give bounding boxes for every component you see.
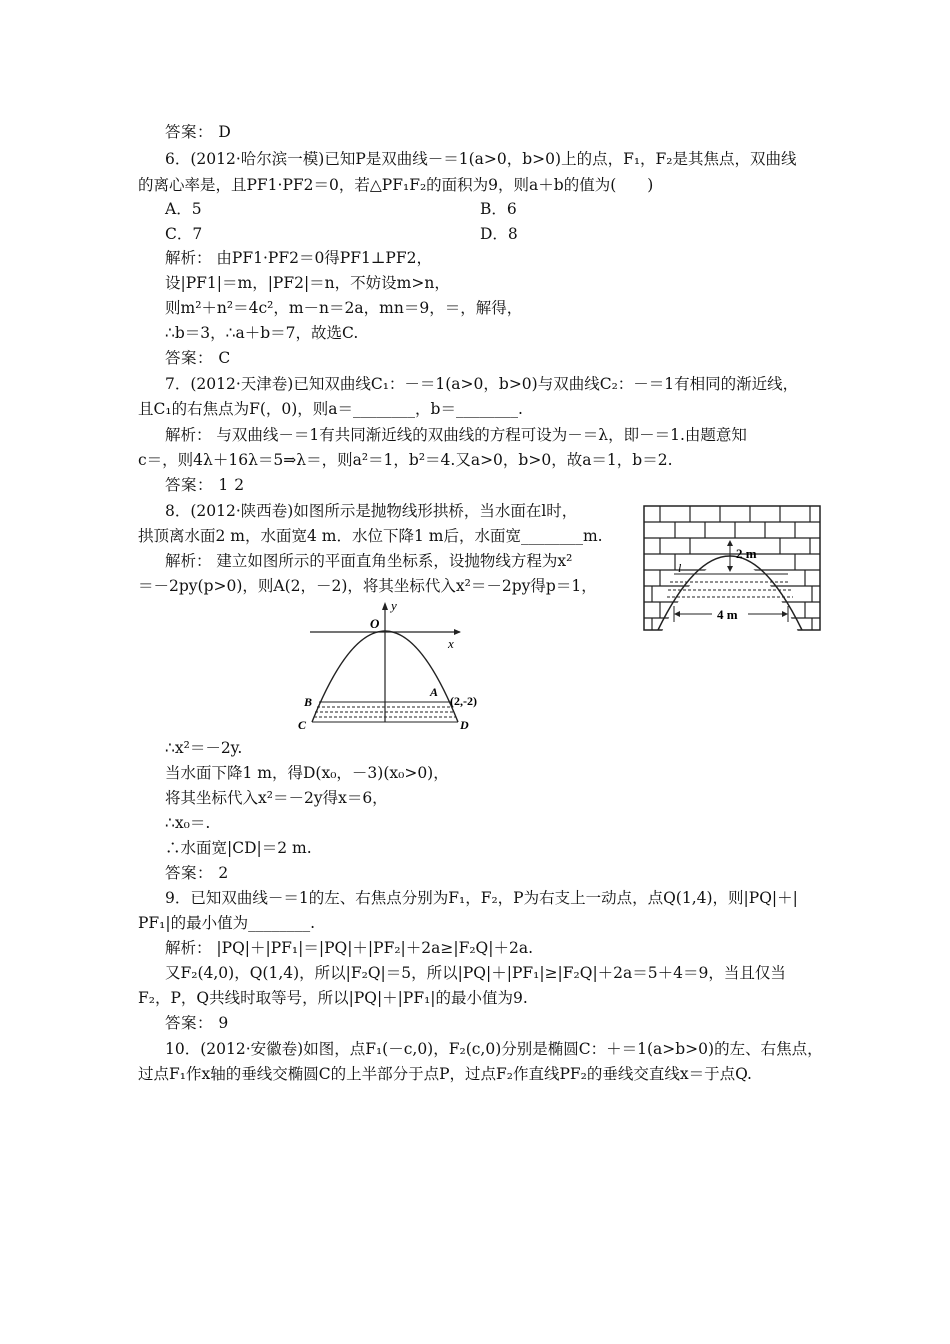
q6-solution-line-4: ∴b＝3，∴a＋b＝7，故选C. (165, 324, 359, 342)
q9-solution-line-3: F₂，P，Q共线时取等号，所以|PQ|＋|PF₁|的最小值为9. (138, 989, 528, 1007)
q6-option-b: B．6 (480, 200, 517, 218)
question-9-line-1: 9．已知双曲线－＝1的左、右焦点分别为F₁，F₂，P为右支上一动点，点Q(1,4)，则|PQ|＋| (165, 889, 798, 907)
answer-5: 答案： D (165, 123, 232, 141)
point-a-coord-label: (2,-2) (450, 694, 477, 708)
q8-solution-line-5: 将其坐标代入x²＝－2y得x＝6， (165, 789, 388, 807)
q9-solution-line-2: 又F₂(4,0)，Q(1,4)，所以|F₂Q|＝5，所以|PQ|＋|PF₁|≥|F₂Q|＋2a＝5＋4＝9，当且仅当 (165, 964, 786, 982)
point-d-label: D (460, 718, 469, 732)
x-axis-label: x (448, 636, 454, 651)
y-axis-label: y (391, 598, 397, 613)
q7-solution-line-1: 解析： 与双曲线－＝1有共同渐近线的双曲线的方程可设为－＝λ，即－＝1.由题意知 (165, 426, 747, 444)
q7-solution-line-2: c＝，则4λ＋16λ＝5⇒λ＝，则a²＝1，b²＝4.又a>0，b>0，故a＝1，b＝2. (138, 451, 673, 469)
q8-solution-line-4: 当水面下降1 m，得D(x₀，－3)(x₀>0)， (165, 764, 449, 782)
q9-solution-line-1: 解析： |PQ|＋|PF₁|＝|PQ|＋|PF₂|＋2a≥|F₂Q|＋2a. (165, 939, 534, 957)
answer-9: 答案： 9 (165, 1014, 229, 1032)
answer-6: 答案： C (165, 349, 231, 367)
question-9-line-2: PF₁|的最小值为________. (138, 914, 316, 932)
q6-option-c: C．7 (165, 225, 203, 243)
question-8-line-2: 拱顶离水面2 m，水面宽4 m．水位下降1 m后，水面宽________m. (138, 527, 603, 545)
q6-option-d: D．8 (480, 225, 518, 243)
q8-solution-line-3: ∴x²＝－2y. (165, 739, 243, 757)
origin-label: O (370, 616, 380, 631)
water-label: l (678, 561, 682, 575)
question-8-line-1: 8．(2012·陕西卷)如图所示是抛物线形拱桥，当水面在l时， (165, 502, 578, 520)
width-label: 4 m (717, 607, 738, 622)
question-6-line-1: 6．(2012·哈尔滨一模)已知P是双曲线－＝1(a>0，b>0)上的点，F₁，F₂是其焦点，双曲线 (165, 150, 797, 168)
point-b-label: B (304, 695, 313, 709)
answer-8: 答案： 2 (165, 864, 229, 882)
question-6-line-2: 的离心率是，且PF1·PF2＝0，若△PF₁F₂的面积为9，则a＋b的值为( ) (138, 176, 654, 194)
question-10-line-1: 10．(2012·安徽卷)如图，点F₁(－c,0)，F₂(c,0)分别是椭圆C：＋＝1(a>b>0)的左、右焦点， (165, 1040, 823, 1058)
q6-solution-line-2: 设|PF1|＝m，|PF2|＝n，不妨设m>n， (165, 274, 450, 292)
answer-7: 答案： 1 2 (165, 476, 245, 494)
bridge-figure (640, 502, 825, 640)
q8-solution-line-1: 解析： 建立如图所示的平面直角坐标系，设抛物线方程为x² (165, 552, 573, 570)
q8-solution-line-7: ∴水面宽|CD|＝2 m. (165, 839, 312, 857)
q6-solution-line-1: 解析： 由PF1·PF2＝0得PF1⊥PF2， (165, 249, 432, 267)
question-10-line-2: 过点F₁作x轴的垂线交椭圆C的上半部分于点P，过点F₂作直线PF₂的垂线交直线x＝于点Q. (138, 1065, 752, 1083)
point-c-label: C (298, 718, 307, 732)
height-label: 2 m (736, 546, 757, 561)
q8-solution-line-6: ∴x₀＝. (165, 814, 211, 832)
question-7-line-1: 7．(2012·天津卷)已知双曲线C₁：－＝1(a>0，b>0)与双曲线C₂：－＝1有相同的渐近线， (165, 375, 799, 393)
point-a-label: A (430, 685, 439, 699)
q8-solution-line-2: ＝－2py(p>0)，则A(2，－2)，将其坐标代入x²＝－2py得p＝1， (138, 577, 597, 595)
q6-solution-line-3: 则m²＋n²＝4c²，m－n＝2a，mn＝9，＝，解得， (165, 299, 523, 317)
q6-option-a: A．5 (165, 200, 202, 218)
axes-figure (292, 598, 504, 734)
question-7-line-2: 且C₁的右焦点为F(，0)，则a＝________，b＝________. (138, 400, 523, 418)
